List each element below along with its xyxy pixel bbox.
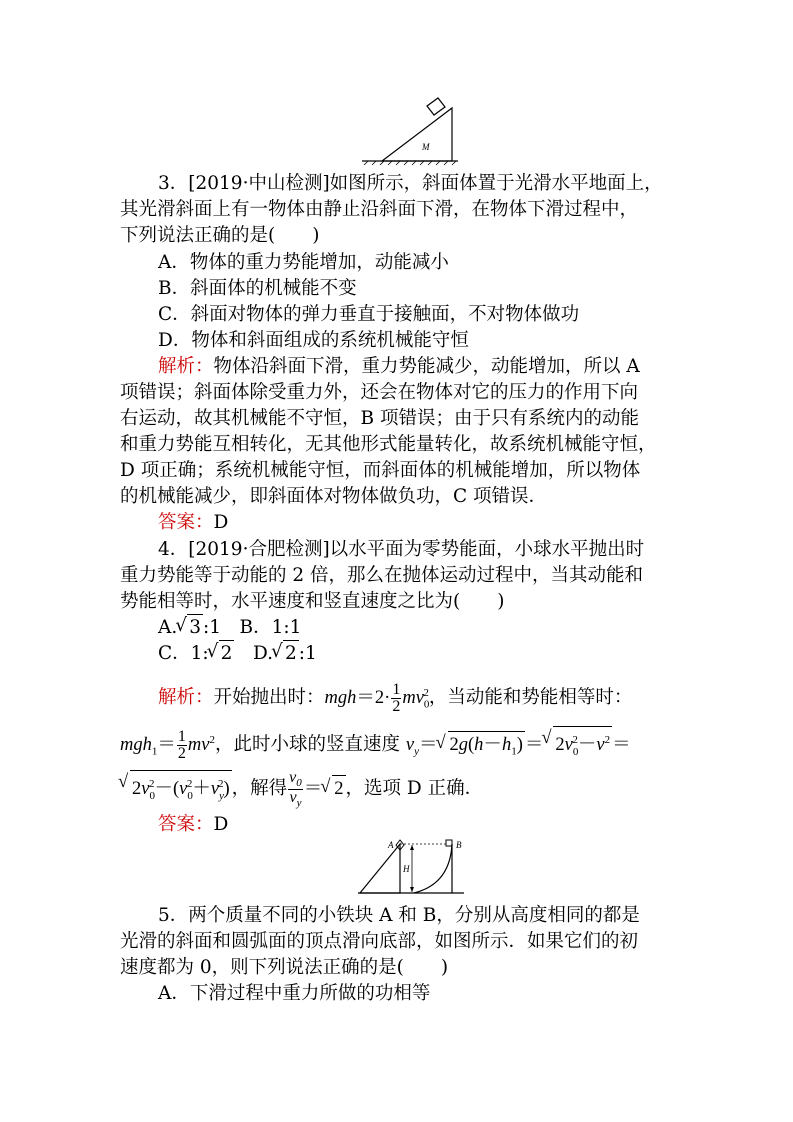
analysis-label: 解析： [158, 356, 214, 377]
incline-arc-figure [356, 836, 468, 898]
q3-stem-line3: 下列说法正确的是( ) [120, 225, 320, 246]
q3-option-d: D．物体和斜面组成的系统机械能守恒 [158, 330, 469, 351]
analysis-label: 解析： [158, 687, 214, 709]
q4-analysis-line1 [158, 680, 718, 718]
q4-option-a-b-rest: :1 B．1:1 [203, 617, 302, 638]
q3-answer [158, 510, 718, 536]
q3-analysis-line1 [158, 354, 718, 380]
q3-option-c: C．斜面对物体的弹力垂直于接触面，不对物体做功 [158, 304, 580, 325]
q3-option-a: A．物体的重力势能增加，动能减小 [158, 252, 449, 273]
radicand: 3 [187, 614, 203, 641]
q5-stem-line2: 光滑的斜面和圆弧面的顶点滑向底部，如图所示．如果它们的初 [120, 931, 639, 952]
block-shape [427, 98, 445, 115]
radicand: 2 [219, 640, 235, 667]
q3-analysis-line2: 项错误；斜面体除受重力外，还会在物体对它的压力的作用下向 [120, 382, 639, 403]
answer-label: 答案： [158, 512, 214, 533]
formula-vertical-velocity: $v_y=√$ $2g(h-h_1)$ ＝√ $2v_0^2-v^2$ ＝ [406, 735, 631, 755]
q3-stem-line1: 3．[2019·中山检测]如图所示，斜面体置于光滑水平地面上， [158, 173, 663, 194]
analysis-text: ，解得 [231, 778, 288, 800]
formula-ratio: $\frac{v_0}{v_y}$ ＝√ 2 [287, 779, 345, 799]
q4-stem-line1: 4．[2019·合肥检测]以水平面为零势能面，小球水平抛出时 [158, 539, 645, 560]
q4-options-cd [158, 640, 718, 667]
mass-label: M [422, 142, 430, 152]
sqrt-symbol [273, 640, 299, 667]
label-b: B [456, 840, 462, 850]
q3-analysis-line5: D 项正确；系统机械能守恒，而斜面体的机械能增加，所以物体 [120, 460, 641, 481]
sqrt-symbol [177, 614, 203, 641]
formula-equal-energy: mgh$_1$＝ $\frac{1}{2}$ $mv^2$ [120, 728, 215, 763]
answer-value: D [213, 512, 229, 533]
radicand: 2 [283, 640, 299, 667]
sqrt-symbol [209, 640, 235, 667]
analysis-text: ，选项 D 正确． [345, 778, 484, 800]
q4-option-d-label: D. [234, 643, 274, 664]
analysis-text: ，此时小球的竖直速度 [214, 734, 400, 756]
q4-options-ab [158, 614, 718, 641]
q3-analysis-line3: 右运动，故其机械能不守恒，B 项错误；由于只有系统内的动能 [120, 408, 639, 429]
label-a: A [388, 840, 394, 850]
q4-answer [158, 812, 718, 838]
q4-stem-line3: 势能相等时，水平速度和竖直速度之比为( ) [120, 591, 505, 612]
q5-stem-line1: 5．两个质量不同的小铁块 A 和 B，分别从高度相同的都是 [158, 905, 640, 926]
label-h: H [403, 864, 410, 874]
formula-initial-energy: mgh＝2· $\frac{1}{2}$ $mv_0^2$ [324, 681, 430, 716]
analysis-text: 物体沿斜面下滑，重力势能减少，动能增加，所以 A [213, 356, 640, 377]
q4-option-c-label: C．1: [158, 643, 209, 664]
q5-stem-line3: 速度都为 0，则下列说法正确的是( ) [120, 957, 449, 978]
q3-stem-line2: 其光滑斜面上有一物体由静止沿斜面下滑，在物体下滑过程中， [120, 199, 639, 220]
formula-vertical-velocity-cont: √ $2v_0^2-(v_0^2+v_y^2)$ [120, 779, 232, 799]
q4-analysis-line2 [120, 726, 680, 765]
incline-figure [360, 94, 460, 166]
q4-analysis-line3 [120, 770, 680, 810]
q5-option-a: A．下滑过程中重力所做的功相等 [158, 983, 431, 1004]
answer-value: D [213, 814, 229, 835]
q3-analysis-line4: 和重力势能互相转化，无其他形式能量转化，故系统机械能守恒， [120, 434, 657, 455]
q4-option-a-label: A. [158, 617, 178, 638]
q4-stem-line2: 重力势能等于动能的 2 倍，那么在抛体运动过程中，当其动能和 [120, 565, 644, 586]
analysis-text: ，当动能和势能相等时： [428, 687, 633, 709]
q3-option-b: B．斜面体的机械能不变 [158, 278, 357, 299]
answer-label: 答案： [158, 814, 214, 835]
q3-analysis-line6: 的机械能减少，即斜面体对物体做负功，C 项错误． [120, 486, 548, 507]
analysis-text: 开始抛出时： [213, 687, 325, 709]
q4-option-d-rest: :1 [298, 643, 317, 664]
